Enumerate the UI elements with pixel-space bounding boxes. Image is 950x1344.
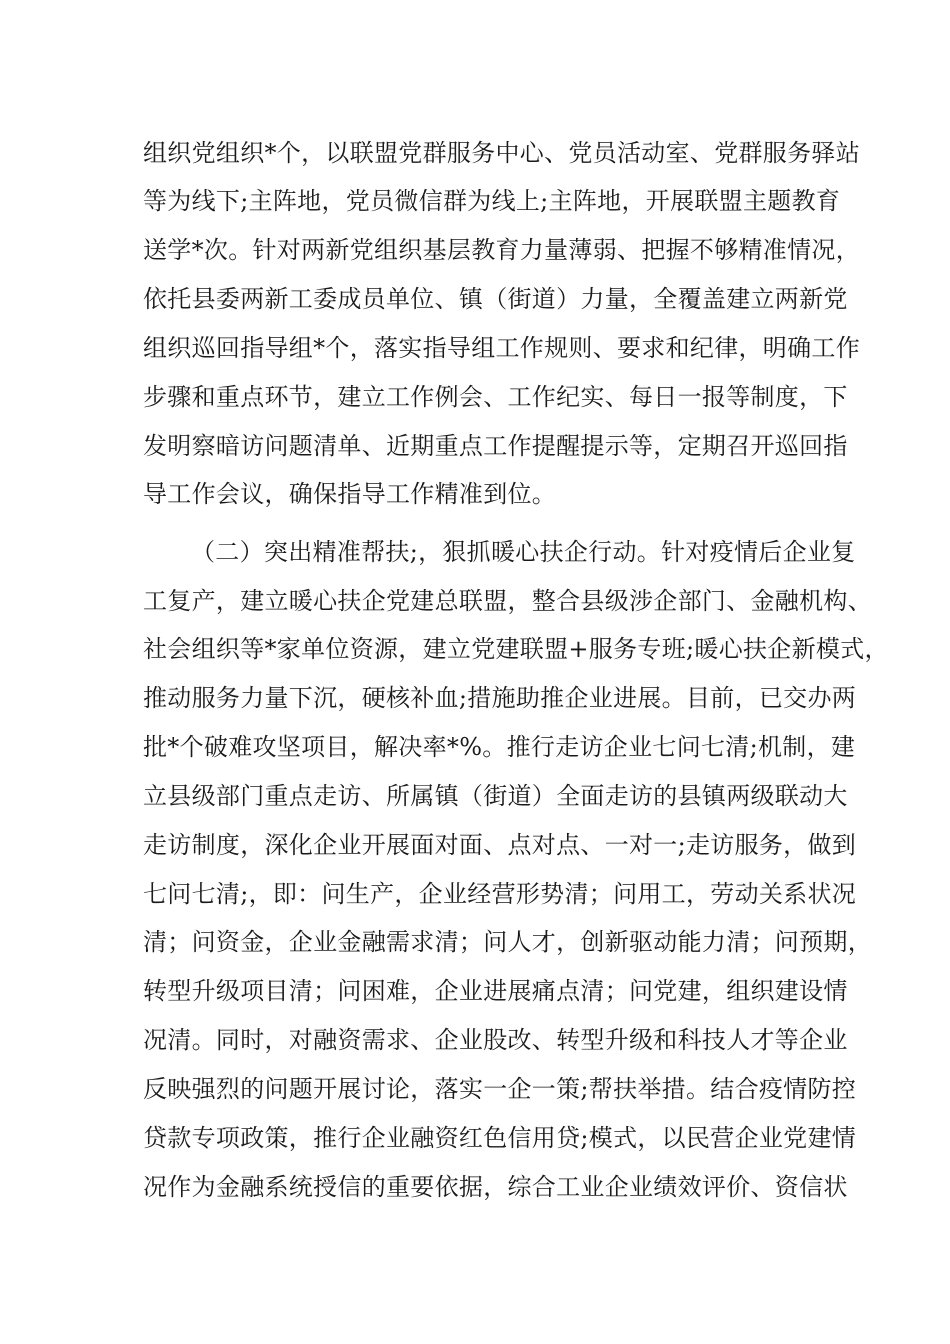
text-line: 等为线下;主阵地，党员微信群为线上;主阵地，开展联盟主题教育	[143, 187, 841, 215]
section-heading-line: （二）突出精准帮扶;，狠抓暖心扶企行动。针对疫情后企业复	[191, 538, 856, 566]
text-line: 发明察暗访问题清单、近期重点工作提醒提示等，定期召开巡回指	[143, 432, 848, 460]
text-line: 推动服务力量下沉，硬核补血;措施助推企业进展。目前，已交办两	[143, 684, 857, 712]
text-line: 社会组织等*家单位资源，建立党建联盟+服务专班;暖心扶企新模式，	[143, 635, 889, 663]
text-line: 送学*次。针对两新党组织基层教育力量薄弱、把握不够精准情况，	[143, 236, 860, 264]
text-line: 走访制度，深化企业开展面对面、点对点、一对一;走访服务，做到	[143, 831, 857, 859]
text-line: 导工作会议，确保指导工作精准到位。	[143, 480, 557, 508]
text-line: 贷款专项政策，推行企业融资红色信用贷;模式，以民营企业党建情	[143, 1124, 857, 1152]
text-line: 况作为金融系统授信的重要依据，综合工业企业绩效评价、资信状	[143, 1173, 848, 1201]
text-line: 转型升级项目清；问困难，企业进展痛点清；问党建，组织建设情	[143, 977, 848, 1005]
text-line: 七问七清;，即：问生产，企业经营形势清；问用工，劳动关系状况	[143, 880, 857, 908]
text-line: 清；问资金，企业金融需求清；问人才，创新驱动能力清；问预期，	[143, 928, 872, 956]
text-line: 工复产，建立暖心扶企党建总联盟，整合县级涉企部门、金融机构、	[143, 587, 872, 615]
text-line: 组织党组织*个，以联盟党群服务中心、党员活动室、党群服务驿站	[143, 139, 860, 167]
text-line: 反映强烈的问题开展讨论，落实一企一策;帮扶举措。结合疫情防控	[143, 1075, 857, 1103]
text-line: 依托县委两新工委成员单位、镇（街道）力量，全覆盖建立两新党	[143, 285, 848, 313]
text-line: 批*个破难攻坚项目，解决率*%。推行走访企业七问七清;机制，建	[143, 733, 856, 761]
text-line: 步骤和重点环节，建立工作例会、工作纪实、每日一报等制度，下	[143, 383, 848, 411]
text-line: 况清。同时，对融资需求、企业股改、转型升级和科技人才等企业	[143, 1026, 848, 1054]
text-line: 立县级部门重点走访、所属镇（街道）全面走访的县镇两级联动大	[143, 782, 848, 810]
text-line: 组织巡回指导组*个，落实指导组工作规则、要求和纪律，明确工作	[143, 334, 860, 362]
